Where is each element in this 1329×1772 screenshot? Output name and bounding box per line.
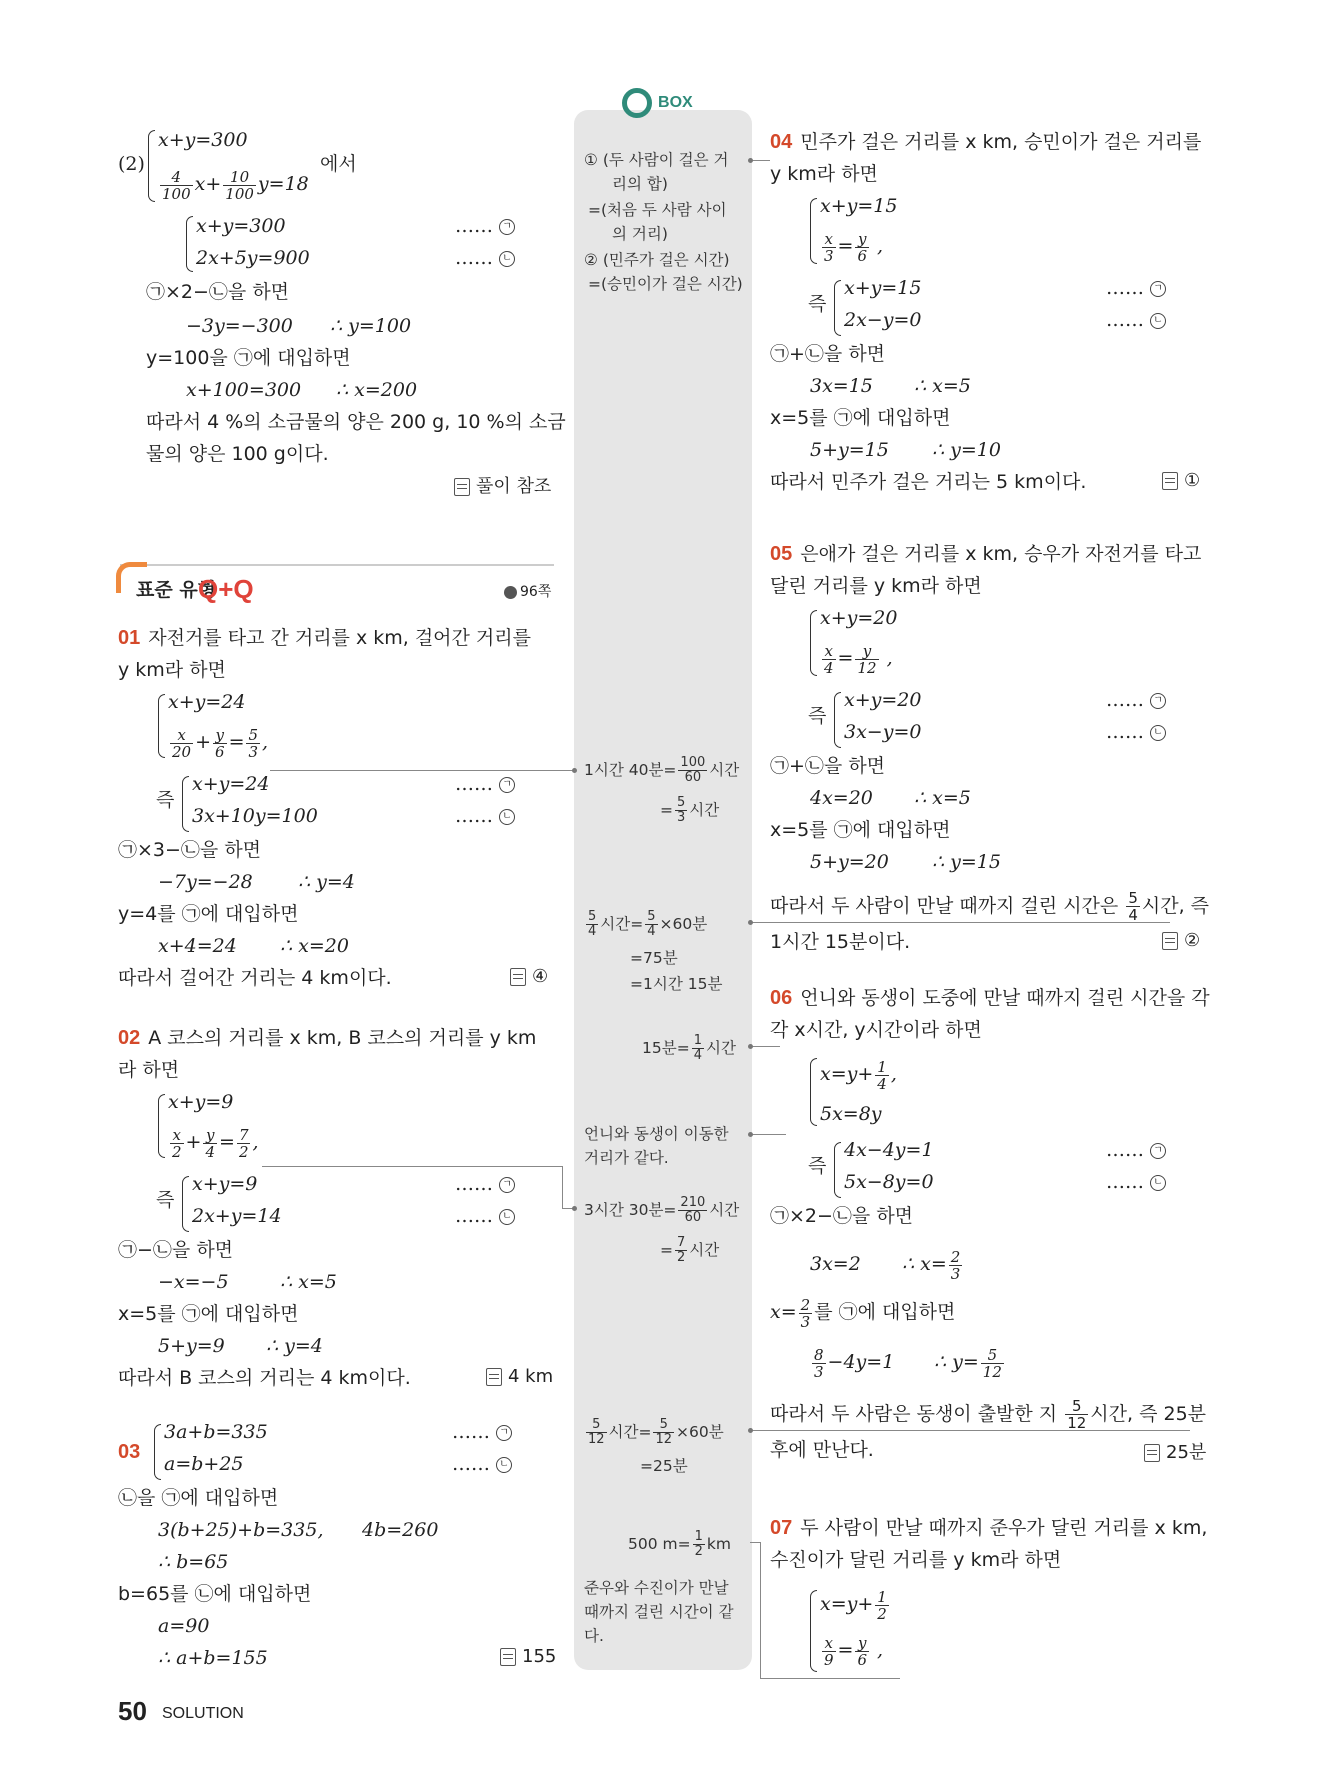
answer-icon bbox=[1144, 1444, 1160, 1462]
p06-jeuk: 즉 bbox=[808, 1155, 827, 1177]
p01-r1: −7y=−28 bbox=[158, 871, 253, 893]
p2-concl1: 따라서 4 %의 소금물의 양은 200 g, 10 %의 소금 bbox=[146, 411, 566, 433]
p07-text1: 07 두 사람이 만날 때까지 준우가 달린 거리를 x km, bbox=[770, 1517, 1208, 1539]
p04-s2: 2x−y=0 bbox=[844, 309, 922, 331]
connector-dot bbox=[748, 1428, 753, 1433]
p01-text2: y km라 하면 bbox=[118, 659, 226, 681]
p2-eq2: $\frac{4}{100}$ x+ $\frac{10}{100}$ y=18 bbox=[162, 167, 309, 203]
p07-text2: 수진이가 달린 거리를 y km라 하면 bbox=[770, 1549, 1062, 1571]
brace bbox=[810, 1590, 817, 1672]
p01-e1: x+y=24 bbox=[168, 691, 246, 713]
p01-e2: $\frac{x}{20}$ + $\frac{y}{6}$ = $\frac{5}{3}$ , bbox=[172, 725, 269, 761]
brace bbox=[186, 216, 193, 272]
p2-r1b: ∴ y=100 bbox=[330, 315, 412, 337]
connector bbox=[760, 1542, 761, 1678]
p06-text2: 각 x시간, y시간이라 하면 bbox=[770, 1019, 982, 1041]
qbox-note-4d: =1시간 15분 bbox=[630, 975, 723, 993]
p01-s2: 3x+10y=100 bbox=[192, 805, 318, 827]
brace bbox=[148, 130, 155, 202]
p02-e1: x+y=9 bbox=[168, 1091, 234, 1113]
p03-r3: ∴ a+b=155 bbox=[158, 1647, 268, 1669]
qbox-note-3b: = $\frac{5}{3}$ 시간 bbox=[660, 795, 720, 825]
p05-text2: 달린 거리를 y km라 하면 bbox=[770, 575, 982, 597]
p03-s1: 3a+b=335 bbox=[164, 1421, 268, 1443]
marker-g: …… ㄱ bbox=[455, 214, 515, 238]
p03-r1b: 4b=260 bbox=[362, 1519, 439, 1541]
p2-suffix: 에서 bbox=[320, 153, 357, 175]
connector bbox=[750, 160, 770, 161]
p2-r2b: ∴ x=200 bbox=[336, 379, 418, 401]
p02-r2b: ∴ y=4 bbox=[266, 1335, 323, 1357]
connector bbox=[750, 1046, 780, 1047]
p03-step2: b=65를 ㉡에 대입하면 bbox=[118, 1583, 312, 1605]
p03-step1: ㉡을 ㉠에 대입하면 bbox=[118, 1487, 279, 1509]
p03-answer: 155 bbox=[500, 1646, 556, 1667]
p05-jeuk: 즉 bbox=[808, 705, 827, 727]
p2-sys1: x+y=300 bbox=[196, 215, 286, 237]
qbox-q-icon bbox=[622, 88, 652, 118]
page-ref-icon bbox=[504, 586, 517, 599]
p06-s2: 5x−8y=0 bbox=[844, 1171, 934, 1193]
p01-step1: ㉠×3−㉡을 하면 bbox=[118, 839, 262, 861]
section-title: 표준 유형 bbox=[136, 579, 217, 601]
p06-r2b: ∴ y= $\frac{5}{12}$ bbox=[934, 1345, 1002, 1381]
p02-step2: x=5를 ㉠에 대입하면 bbox=[118, 1303, 299, 1325]
marker-n: …… ㄴ bbox=[455, 1204, 515, 1228]
p02-jeuk: 즉 bbox=[156, 1189, 175, 1211]
p04-s1: x+y=15 bbox=[844, 277, 922, 299]
section-rule bbox=[120, 564, 554, 566]
qbox-note-8c: =25분 bbox=[640, 1457, 688, 1475]
p2-concl2: 물의 양은 100 g이다. bbox=[146, 443, 329, 465]
p03-r1: 3(b+25)+b=335, bbox=[158, 1519, 324, 1541]
qbox-note-4c: =75분 bbox=[630, 949, 678, 967]
brace bbox=[154, 1424, 161, 1480]
marker-g: …… ㄱ bbox=[1106, 1138, 1166, 1162]
p01-r2: x+4=24 bbox=[158, 935, 237, 957]
section-page-ref: 96쪽 bbox=[504, 580, 551, 604]
p04-e2: $\frac{x}{3}$ = $\frac{y}{6}$ , bbox=[824, 229, 884, 265]
p05-r1: 4x=20 bbox=[810, 787, 873, 809]
connector bbox=[562, 1166, 563, 1208]
p03-r1c: ∴ b=65 bbox=[158, 1551, 229, 1573]
p02-s2: 2x+y=14 bbox=[192, 1205, 282, 1227]
p05-step1: ㉠+㉡을 하면 bbox=[770, 755, 886, 777]
p05-s2: 3x−y=0 bbox=[844, 721, 922, 743]
p05-concl2: 1시간 15분이다. bbox=[770, 931, 911, 953]
p01-answer: ④ bbox=[510, 966, 548, 987]
p05-e2: $\frac{x}{4}$ = $\frac{y}{12}$ , bbox=[824, 641, 893, 677]
p04-r2: 5+y=15 bbox=[810, 439, 889, 461]
answer-icon bbox=[510, 968, 526, 986]
p02-r2: 5+y=9 bbox=[158, 1335, 225, 1357]
p06-step2: x= $\frac{2}{3}$ 를 ㉠에 대입하면 bbox=[770, 1295, 956, 1331]
brace bbox=[834, 280, 841, 336]
qbox-note-10c: 다. bbox=[584, 1627, 604, 1645]
qbox-note-1a: ① (두 사람이 걸은 거 bbox=[584, 151, 729, 169]
p02-answer: 4 km bbox=[486, 1366, 553, 1387]
p2-eq1: x+y=300 bbox=[158, 129, 248, 151]
answer-icon bbox=[486, 1368, 502, 1386]
p04-text1: 04 민주가 걸은 거리를 x km, 승민이가 걸은 거리를 bbox=[770, 131, 1202, 153]
connector bbox=[750, 1134, 786, 1135]
p03-r2: a=90 bbox=[158, 1615, 210, 1637]
brace bbox=[810, 1058, 817, 1126]
marker-g: …… ㄱ bbox=[455, 1172, 515, 1196]
p04-answer: ① bbox=[1162, 470, 1200, 491]
p06-step1: ㉠×2−㉡을 하면 bbox=[770, 1205, 914, 1227]
p07-e2: $\frac{x}{9}$ = $\frac{y}{6}$ , bbox=[824, 1633, 884, 1669]
p06-r1: 3x=2 bbox=[810, 1253, 861, 1275]
answer-icon bbox=[1162, 932, 1178, 950]
brace bbox=[158, 694, 165, 758]
p05-s1: x+y=20 bbox=[844, 689, 922, 711]
p06-concl2: 후에 만난다. bbox=[770, 1439, 874, 1461]
p03-num: 03 bbox=[118, 1441, 141, 1463]
p06-r1b: ∴ x= $\frac{2}{3}$ bbox=[902, 1247, 961, 1283]
p2-sys2: 2x+5y=900 bbox=[196, 247, 310, 269]
p02-r1b: ∴ x=5 bbox=[280, 1271, 337, 1293]
qbox-note-7a: 3시간 30분= $\frac{210}{60}$ 시간 bbox=[584, 1195, 740, 1225]
p05-e1: x+y=20 bbox=[820, 607, 898, 629]
brace bbox=[810, 198, 817, 264]
marker-n: …… ㄴ bbox=[452, 1452, 512, 1476]
qbox-note-6b: 거리가 같다. bbox=[584, 1149, 669, 1167]
p04-text2: y km라 하면 bbox=[770, 163, 878, 185]
p2-step1: ㉠×2−㉡을 하면 bbox=[146, 281, 290, 303]
p01-text1: 01 자전거를 타고 간 거리를 x km, 걸어간 거리를 bbox=[118, 627, 531, 649]
connector bbox=[270, 770, 576, 771]
qbox-note-9: 500 m= $\frac{1}{2}$ km bbox=[628, 1529, 731, 1559]
p04-r1b: ∴ x=5 bbox=[914, 375, 971, 397]
p01-concl: 따라서 걸어간 거리는 4 km이다. bbox=[118, 967, 392, 989]
connector bbox=[760, 1678, 900, 1679]
marker-n: …… ㄴ bbox=[455, 246, 515, 270]
p05-r1b: ∴ x=5 bbox=[914, 787, 971, 809]
p04-r1: 3x=15 bbox=[810, 375, 873, 397]
p02-step1: ㉠−㉡을 하면 bbox=[118, 1239, 234, 1261]
qbox-note-10a: 준우와 수진이가 만날 bbox=[584, 1579, 729, 1597]
marker-n: …… ㄴ bbox=[1106, 720, 1166, 744]
brace bbox=[158, 1094, 165, 1158]
qbox-note-1b: 리의 합) bbox=[612, 175, 668, 193]
p2-answer: 풀이 참조 bbox=[454, 472, 551, 498]
p02-text1: 02 A 코스의 거리를 x km, B 코스의 거리를 y km bbox=[118, 1027, 537, 1049]
qbox-note-4a: $\frac{5}{4}$ 시간= $\frac{5}{4}$ ×60분 bbox=[588, 909, 708, 939]
marker-g: …… ㄱ bbox=[1106, 688, 1166, 712]
brace bbox=[810, 610, 817, 676]
marker-n: …… ㄴ bbox=[455, 804, 515, 828]
p05-r2b: ∴ y=15 bbox=[932, 851, 1001, 873]
p05-r2: 5+y=20 bbox=[810, 851, 889, 873]
section-logo: Q+Q bbox=[198, 574, 254, 604]
brace bbox=[182, 776, 189, 832]
p05-step2: x=5를 ㉠에 대입하면 bbox=[770, 819, 951, 841]
marker-g: …… ㄱ bbox=[452, 1420, 512, 1444]
p02-s1: x+y=9 bbox=[192, 1173, 258, 1195]
qbox-note-3a: 1시간 40분= $\frac{100}{60}$ 시간 bbox=[584, 755, 740, 785]
answer-icon bbox=[1162, 472, 1178, 490]
p05-text1: 05 은애가 걸은 거리를 x km, 승우가 자전거를 타고 bbox=[770, 543, 1202, 565]
connector-dot bbox=[748, 1044, 753, 1049]
connector-dot bbox=[748, 1132, 753, 1137]
connector-dot bbox=[572, 1206, 577, 1211]
marker-n: …… ㄴ bbox=[1106, 308, 1166, 332]
p2-step2: y=100을 ㉠에 대입하면 bbox=[146, 347, 351, 369]
qbox-note-2a: ② (민주가 걸은 시간) bbox=[584, 251, 730, 269]
page-number: 50 bbox=[118, 1696, 147, 1726]
p02-e2: $\frac{x}{2}$ + $\frac{y}{4}$ = $\frac{7}{2}$ , bbox=[172, 1125, 259, 1161]
p01-r2b: ∴ x=20 bbox=[280, 935, 349, 957]
connector-dot bbox=[748, 920, 753, 925]
p06-s1: 4x−4y=1 bbox=[844, 1139, 934, 1161]
marker-n: …… ㄴ bbox=[1106, 1170, 1166, 1194]
qbox-note-6a: 언니와 동생이 이동한 bbox=[584, 1125, 729, 1143]
p06-answer: 25분 bbox=[1144, 1438, 1206, 1464]
brace bbox=[834, 1142, 841, 1198]
qbox-note-1d: 의 거리) bbox=[612, 225, 668, 243]
p04-step2: x=5를 ㉠에 대입하면 bbox=[770, 407, 951, 429]
p06-r2: $\frac{8}{3}$ −4y=1 bbox=[814, 1345, 895, 1381]
qbox-note-5: 15분= $\frac{1}{4}$ 시간 bbox=[642, 1033, 736, 1063]
p02-text2: 라 하면 bbox=[118, 1059, 180, 1081]
p2-label: (2) bbox=[118, 153, 145, 175]
qbox-note-8a: $\frac{5}{12}$ 시간= $\frac{5}{12}$ ×60분 bbox=[588, 1417, 724, 1447]
marker-g: …… ㄱ bbox=[455, 772, 515, 796]
p2-r1: −3y=−300 bbox=[186, 315, 293, 337]
p07-e1: x=y+ $\frac{1}{2}$ bbox=[820, 1587, 887, 1623]
connector bbox=[262, 1166, 562, 1167]
p03-s2: a=b+25 bbox=[164, 1453, 244, 1475]
brace bbox=[182, 1176, 189, 1232]
p02-concl: 따라서 B 코스의 거리는 4 km이다. bbox=[118, 1367, 411, 1389]
p05-answer: ② bbox=[1162, 930, 1200, 951]
p04-step1: ㉠+㉡을 하면 bbox=[770, 343, 886, 365]
p01-s1: x+y=24 bbox=[192, 773, 270, 795]
p2-r2: x+100=300 bbox=[186, 379, 302, 401]
p01-r1b: ∴ y=4 bbox=[298, 871, 355, 893]
p06-e1: x=y+ $\frac{1}{4}$ , bbox=[820, 1057, 897, 1093]
p01-step2: y=4를 ㉠에 대입하면 bbox=[118, 903, 299, 925]
answer-icon bbox=[500, 1648, 516, 1666]
p01-jeuk: 즉 bbox=[156, 789, 175, 811]
p06-concl1: 따라서 두 사람은 동생이 출발한 지 $\frac{5}{12}$ 시간, 즉 25분 bbox=[770, 1397, 1207, 1432]
p04-r2b: ∴ y=10 bbox=[932, 439, 1001, 461]
qbox-note-1c: =(처음 두 사람 사이 bbox=[588, 201, 727, 219]
qbox-note-10b: 때까지 걸린 시간이 같 bbox=[584, 1603, 734, 1621]
connector bbox=[750, 1542, 760, 1543]
p04-jeuk: 즉 bbox=[808, 293, 827, 315]
connector-dot bbox=[572, 768, 577, 773]
footer-label: SOLUTION bbox=[162, 1705, 244, 1722]
p05-concl1: 따라서 두 사람이 만날 때까지 걸린 시간은 $\frac{5}{4}$ 시간, 즉 bbox=[770, 889, 1210, 924]
p06-e2: 5x=8y bbox=[820, 1103, 882, 1125]
p02-r1: −x=−5 bbox=[158, 1271, 229, 1293]
p06-text1: 06 언니와 동생이 도중에 만날 때까지 걸린 시간을 각 bbox=[770, 987, 1210, 1009]
p04-concl: 따라서 민주가 걸은 거리는 5 km이다. bbox=[770, 471, 1087, 493]
connector-dot bbox=[748, 158, 753, 163]
brace bbox=[834, 692, 841, 748]
answer-icon bbox=[454, 478, 470, 496]
p04-e1: x+y=15 bbox=[820, 195, 898, 217]
marker-g: …… ㄱ bbox=[1106, 276, 1166, 300]
qbox-note-7b: = $\frac{7}{2}$ 시간 bbox=[660, 1235, 720, 1265]
qbox-logo: BOX bbox=[622, 88, 693, 118]
qbox-note-2b: =(승민이가 걸은 시간) bbox=[588, 275, 743, 293]
